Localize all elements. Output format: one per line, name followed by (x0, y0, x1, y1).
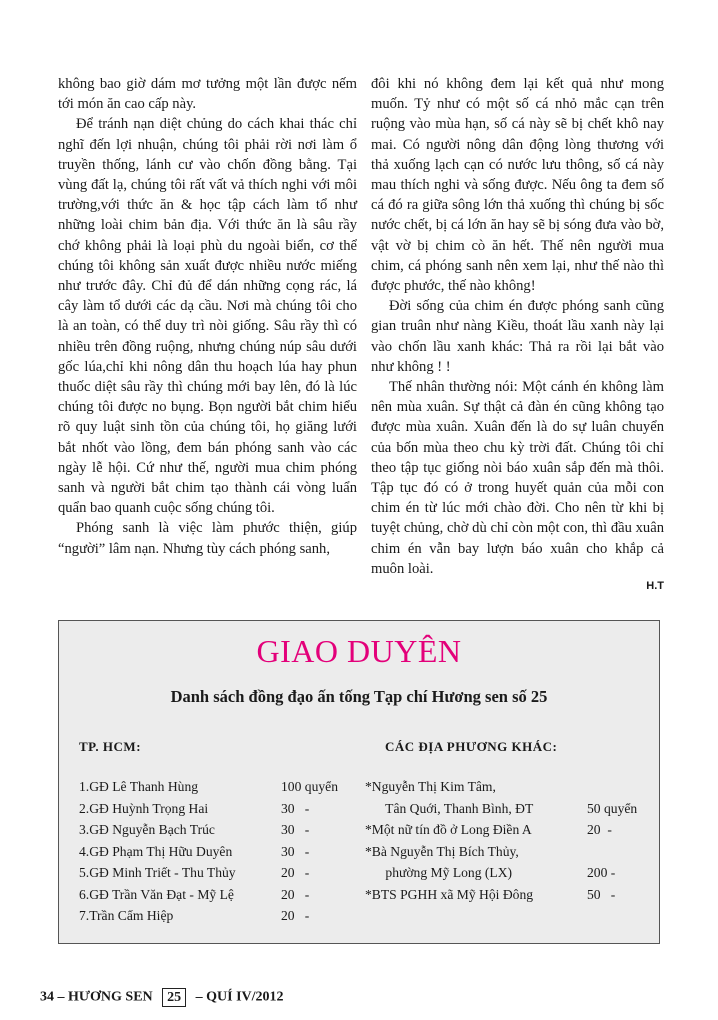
left-paragraph: Phóng sanh là việc làm phước thiện, giúp “người” lâm nạn. Nhưng tùy cách phóng sanh, (58, 520, 357, 557)
donor-name: *Một nữ tín đồ ở Long Điền A (365, 822, 532, 837)
donor-quantity: 30 - (281, 822, 310, 837)
right-paragraph: Đời sống của chim én được phóng sanh cũng gian truân như nàng Kiều, thoát lầu xanh này lại vào chốn lầu xanh khác: Thả ra rồi lại bắt vào như không ! ! (371, 298, 664, 375)
author-signature: H.T (646, 580, 664, 592)
issue-number-box: 25 (162, 988, 186, 1007)
donor-quantity: 20 - (281, 908, 310, 923)
donor-quantity: 100 quyển (281, 779, 339, 794)
page-number: 34 (40, 989, 54, 1005)
article-column-right (371, 74, 664, 579)
donor-quantity: 20 - (281, 886, 310, 902)
donor-quantity: 30 - (281, 800, 310, 816)
donor-quantity: 20 - (281, 865, 310, 880)
donor-name: 4.GĐ Phạm Thị Hữu Duyên (79, 843, 233, 859)
donor-name: 2.GĐ Huỳnh Trọng Hai (79, 800, 209, 816)
donor-quantity: 30 - (281, 843, 310, 859)
donor-quantity: 50 quyển (587, 800, 638, 816)
giao-duyen-box (58, 620, 660, 944)
left-paragraph: Để tránh nạn diệt chủng do cách khai thác chỉ nghĩ đến lợi nhuận, chúng tôi phải rời nơi làm ổ truyền thống, lánh cư vào chốn đồng bằng. Tại vùng đất lạ, chúng tôi rất vất vả thích nghi với môi trường,với thức ăn & học tập cách làm tổ như những loài chim bản địa. Với thức ăn là sâu rầy chớ không phải là loại phù du ngoài biển, cơ thể chúng tôi không sản xuất được nhiều nước miếng như trước đây. Chỉ đủ để dán những cọng rác, lá cây làm tổ dưới các dạ cầu. Nơi mà chúng tôi cho là an toàn, có thể duy trì nòi giống. Sâu rầy thì có nhiều trên đồng ruộng, nhưng chúng núp sâu dưới gốc lúa,chỉ khi nông dân thu hoạch lúa hay phun thuốc diệt sâu rầy thì chúng mới bay lên, đó là lúc chúng tôi được no bụng. Bọn người bắt chim hiểu rõ quy luật sinh tồn của chúng tôi, họ giăng lưới bắt nhốt vào lồng, đem bán phóng sanh vào các ngày lễ hội. Cứ như thế, người mua chim phóng sanh và người bắt chim tạo thành cái vòng luẩn quẩn bao quanh cuộc sống chúng tôi. (58, 116, 357, 517)
box-title: GIAO DUYÊN (256, 633, 462, 669)
donor-name: *Nguyễn Thị Kim Tâm, (365, 779, 496, 794)
donor-name: *BTS PGHH xã Mỹ Hội Đông (365, 886, 534, 902)
right-paragraph: Thế nhân thường nói: Một cánh én không làm nên mùa xuân. Sự thật cả đàn én cũng không tạo được mùa xuân. Xuân đến là do sự luân chuyển của bốn mùa theo chu kỳ trời đất. Chúng tôi chỉ theo tập tục giống nòi báo xuân sắp đến mà thôi. Tập tục đó có ở trong huyết quản của mỗi con chim én từ lúc mới chào đời. Cho nên từ khi bị tuyệt chủng, chờ dù chỉ còn một con, thì đầu xuân chim én vẫn bay lượn báo xuân cho khắp cả muôn loài. (371, 379, 664, 577)
donor-name: 3.GĐ Nguyễn Bạch Trúc (79, 822, 215, 837)
page-footer (40, 988, 284, 1007)
donor-quantity: 50 - (587, 886, 616, 902)
donor-name: 5.GĐ Minh Triết - Thu Thủy (79, 865, 236, 880)
other-list-header: CÁC ĐỊA PHƯƠNG KHÁC: (385, 739, 558, 754)
issue-period: QUÍ IV/2012 (206, 989, 284, 1005)
donor-quantity: 200 - (587, 865, 616, 880)
donor-name: phường Mỹ Long (LX) (365, 865, 513, 880)
footer-dash: – (195, 989, 203, 1005)
right-paragraph: đôi khi nó không đem lại kết quả như mong muốn. Tỷ như có một số cá nhỏ mắc cạn trên ruộng vào mùa hạn, số cá này sẽ bị chết khô nay mai. Có người nông dân động lòng thương với thả xuống lạch cạn có nước lưu thông, số cá này mau thích nghi và sống được. Nếu ông ta đem số cá đó ra giữa sông lớn thả xuống thì chúng bị sốc nước chết, bị cá lớn ăn hay sẽ bị sóng đưa vào bờ, vật vờ bị chim cò ăn hết. Thế nên người mua chim, cá phóng sanh nên xem lại, như thế nào thì được phước, thế nào không! (371, 76, 664, 295)
hcm-list-header: TP. HCM: (79, 739, 142, 754)
magazine-name: HƯƠNG SEN (68, 989, 153, 1005)
box-subtitle: Danh sách đồng đạo ấn tống Tạp chí Hương sen số 25 (170, 687, 548, 706)
donor-name: 6.GĐ Trần Văn Đạt - Mỹ Lệ (79, 886, 234, 902)
donor-name: Tân Quới, Thanh Bình, ĐT (365, 800, 534, 816)
left-paragraph: không bao giờ dám mơ tưởng một lần được nếm tới món ăn cao cấp này. (58, 76, 357, 113)
article-column-left (58, 74, 357, 559)
donor-quantity: 20 - (587, 822, 612, 837)
donor-name: 7.Trần Cẩm Hiệp (79, 908, 174, 923)
donor-name: 1.GĐ Lê Thanh Hùng (79, 779, 199, 794)
footer-dash: – (57, 989, 65, 1005)
donor-name: *Bà Nguyễn Thị Bích Thủy, (365, 843, 519, 859)
